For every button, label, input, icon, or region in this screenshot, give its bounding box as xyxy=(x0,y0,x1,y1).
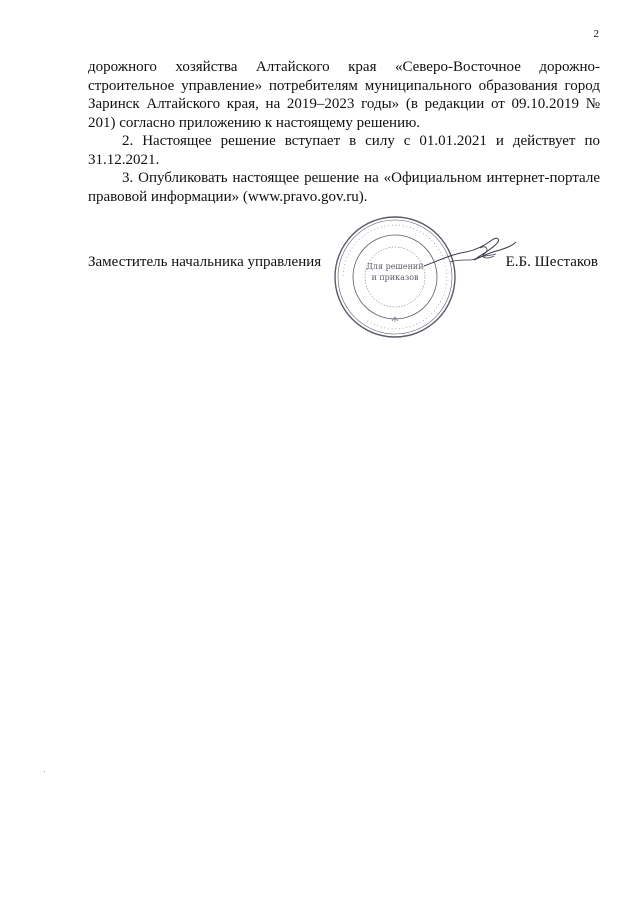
stamp-center-text xyxy=(363,261,427,283)
page-number: 2 xyxy=(593,28,599,40)
stamp-center-line-2: и приказов xyxy=(371,273,419,282)
paragraph-item-2: 2. Настоящее решение вступает в силу с 01.01.2021 и действует по 31.12.2021. xyxy=(88,133,600,168)
svg-text:······························: ··········································································· xyxy=(340,222,450,332)
paragraph-continuation: дорожного хозяйства Алтайского края «Северо-Восточное дорожно-строительное управление» потребителям муниципального образования город Заринск Алтайского края, на 2019–2023 годы» (в редакции от 09.10.2019 № 201) согласно приложению к настоящему решению. xyxy=(88,59,600,131)
paragraph-item-3: 3. Опубликовать настоящее решение на «Официальном интернет-портале правовой информации» (www.pravo.gov.ru). xyxy=(88,170,600,205)
signer-position: Заместитель начальника управления xyxy=(88,254,322,270)
handwritten-signature xyxy=(420,232,520,280)
stamp-center-line-1: Для решений xyxy=(366,262,424,271)
signer-name: Е.Б. Шестаков xyxy=(505,254,598,270)
scan-speck xyxy=(44,771,45,772)
document-body xyxy=(88,58,600,206)
signature-scribble-icon xyxy=(420,232,520,280)
